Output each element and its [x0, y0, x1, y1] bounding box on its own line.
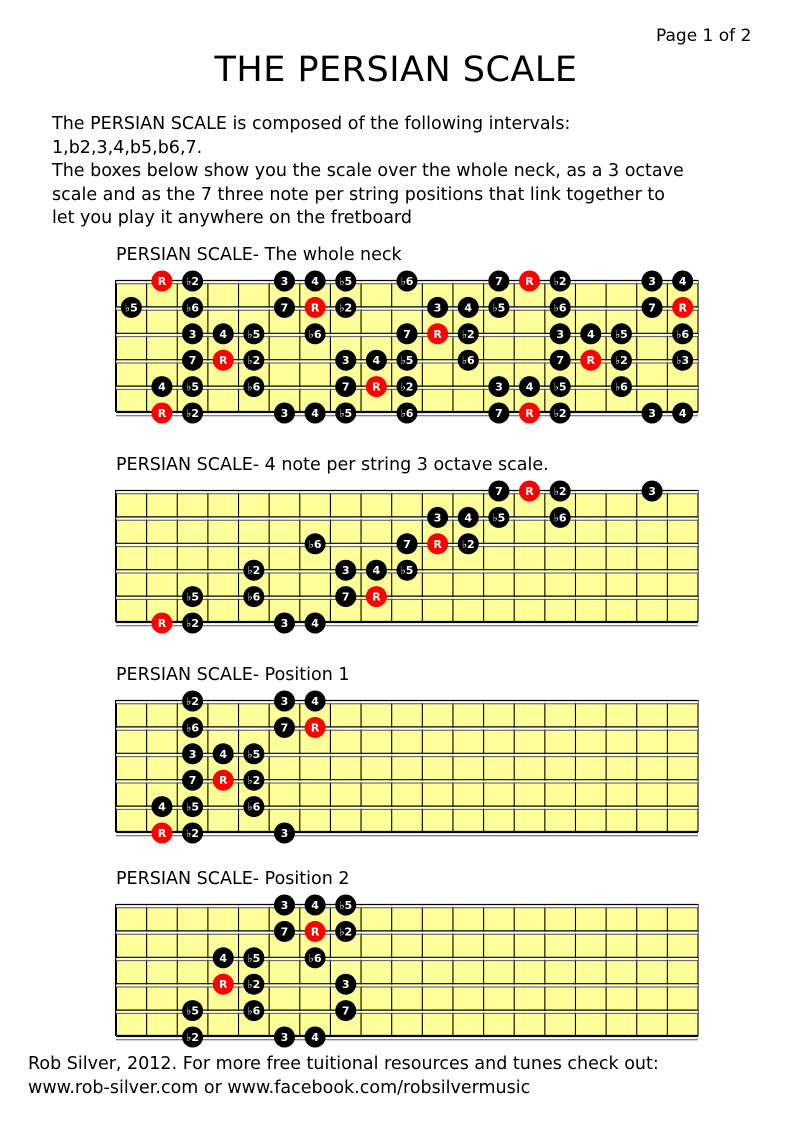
scale-note-marker — [672, 350, 693, 371]
intro-line: let you play it anywhere on the fretboard — [52, 208, 412, 228]
scale-note-marker — [550, 403, 571, 424]
note-label: 3 — [433, 511, 442, 525]
scale-note-marker — [213, 947, 234, 968]
scale-note-marker — [182, 613, 203, 634]
root-note-marker — [151, 613, 172, 634]
note-label: ♭5 — [186, 380, 200, 394]
scale-note-marker — [274, 895, 295, 916]
note-label: R — [218, 978, 228, 992]
note-label: ♭3 — [676, 354, 690, 368]
note-label: 3 — [648, 275, 656, 288]
scale-note-marker — [274, 823, 295, 844]
note-label: 7 — [403, 537, 411, 551]
note-label: 4 — [219, 327, 228, 341]
root-note-marker — [427, 533, 448, 554]
note-label: ♭2 — [614, 354, 628, 368]
note-label: 3 — [188, 747, 197, 761]
note-label: 4 — [311, 407, 319, 420]
scale-note-marker — [213, 323, 234, 344]
scale-note-marker — [488, 297, 509, 318]
note-label: 4 — [586, 327, 595, 341]
scale-note-marker — [305, 1027, 326, 1048]
scale-note-marker — [672, 271, 693, 292]
scale-note-marker — [427, 297, 448, 318]
note-label: 3 — [280, 407, 289, 420]
note-label: 3 — [341, 354, 350, 368]
note-label: 3 — [341, 564, 350, 578]
scale-note-marker — [213, 743, 234, 764]
position-1-title: PERSIAN SCALE- Position 1 — [116, 665, 350, 685]
scale-note-marker — [550, 350, 571, 371]
note-label: ♭6 — [461, 354, 475, 368]
note-label: 4 — [372, 564, 381, 578]
scale-note-marker — [335, 586, 356, 607]
note-label: R — [433, 537, 442, 551]
note-label: ♭6 — [400, 407, 414, 420]
note-label: 4 — [311, 1031, 319, 1044]
scale-note-marker — [274, 921, 295, 942]
scale-note-marker — [488, 481, 509, 502]
scale-note-marker — [243, 947, 264, 968]
note-label: R — [157, 407, 167, 420]
scale-note-marker — [335, 403, 356, 424]
scale-note-marker — [397, 376, 418, 397]
intro-line: 1,b2,3,4,b5,b6,7. — [52, 137, 203, 158]
note-label: ♭2 — [339, 301, 353, 315]
scale-note-marker — [642, 403, 663, 424]
intro-line: The PERSIAN SCALE is composed of the following intervals: — [52, 114, 571, 134]
scale-note-marker — [397, 323, 418, 344]
note-label: ♭5 — [186, 800, 200, 814]
note-label: R — [218, 354, 228, 368]
note-label: 4 — [525, 380, 534, 394]
fretboard-svg — [116, 275, 698, 420]
note-label: 4 — [219, 747, 228, 761]
scale-note-marker — [243, 560, 264, 581]
scale-note-marker — [366, 350, 387, 371]
fretboard-background — [116, 904, 698, 1036]
scale-note-marker — [488, 403, 509, 424]
scale-note-marker — [182, 770, 203, 791]
note-label: ♭6 — [676, 327, 690, 341]
note-label: 4 — [311, 275, 319, 288]
scale-note-marker — [243, 350, 264, 371]
scale-note-marker — [672, 403, 693, 424]
scale-note-marker — [642, 481, 663, 502]
page-title: THE PERSIAN SCALE — [214, 50, 578, 90]
note-label: R — [157, 275, 167, 288]
scale-note-marker — [182, 743, 203, 764]
note-label: 3 — [280, 275, 289, 288]
note-label: R — [372, 590, 381, 604]
note-label: ♭6 — [553, 511, 567, 525]
scale-note-marker — [243, 743, 264, 764]
root-note-marker — [213, 770, 234, 791]
note-label: ♭6 — [400, 275, 414, 288]
fretboard-svg — [116, 485, 698, 630]
scale-note-marker — [305, 691, 326, 712]
note-label: ♭2 — [553, 407, 567, 420]
note-label: ♭2 — [186, 1031, 200, 1044]
scale-note-marker — [335, 1000, 356, 1021]
scale-note-marker — [335, 921, 356, 942]
root-note-marker — [366, 586, 387, 607]
note-label: ♭2 — [247, 564, 261, 578]
fretboard-svg — [116, 695, 698, 840]
position-2-title: PERSIAN SCALE- Position 2 — [116, 869, 350, 889]
note-label: 3 — [433, 301, 442, 315]
note-label: 7 — [556, 354, 564, 368]
note-label: 4 — [311, 617, 319, 630]
scale-note-marker — [305, 613, 326, 634]
note-label: 3 — [341, 978, 350, 992]
note-label: 3 — [188, 327, 197, 341]
scale-note-marker — [642, 297, 663, 318]
scale-note-marker — [243, 974, 264, 995]
note-label: ♭2 — [461, 537, 475, 551]
note-label: 7 — [188, 354, 197, 368]
note-label: 4 — [311, 695, 319, 708]
scale-note-marker — [182, 271, 203, 292]
root-note-marker — [213, 350, 234, 371]
scale-note-marker — [151, 796, 172, 817]
note-label: ♭6 — [247, 1004, 261, 1018]
note-label: ♭5 — [339, 275, 353, 288]
scale-note-marker — [397, 403, 418, 424]
scale-note-marker — [305, 403, 326, 424]
scale-note-marker — [458, 297, 479, 318]
fretboard-svg — [116, 899, 698, 1044]
scale-note-marker — [611, 323, 632, 344]
root-note-marker — [151, 271, 172, 292]
fretboard-background — [116, 490, 698, 622]
three-octave-title: PERSIAN SCALE- 4 note per string 3 octave scale. — [116, 455, 549, 475]
note-label: 7 — [648, 301, 656, 315]
note-label: 3 — [280, 1031, 289, 1044]
scale-note-marker — [274, 403, 295, 424]
root-note-marker — [151, 403, 172, 424]
note-label: ♭6 — [247, 380, 261, 394]
note-label: ♭6 — [247, 800, 261, 814]
scale-note-marker — [305, 323, 326, 344]
root-note-marker — [672, 297, 693, 318]
scale-note-marker — [335, 271, 356, 292]
scale-note-marker — [642, 271, 663, 292]
scale-note-marker — [305, 533, 326, 554]
position-1-fretboard — [116, 695, 698, 840]
root-note-marker — [305, 297, 326, 318]
note-label: 3 — [556, 327, 564, 341]
scale-note-marker — [335, 350, 356, 371]
scale-note-marker — [182, 691, 203, 712]
note-label: ♭2 — [553, 275, 567, 288]
scale-note-marker — [335, 974, 356, 995]
note-label: ♭5 — [247, 747, 261, 761]
note-label: 7 — [495, 485, 503, 498]
root-note-marker — [519, 403, 540, 424]
scale-note-marker — [550, 323, 571, 344]
note-label: 7 — [341, 380, 350, 394]
note-label: ♭5 — [339, 899, 353, 912]
scale-note-marker — [580, 323, 601, 344]
scale-note-marker — [243, 1000, 264, 1021]
position-2-fretboard — [116, 899, 698, 1044]
root-note-marker — [366, 376, 387, 397]
note-label: R — [678, 301, 687, 315]
scale-note-marker — [182, 403, 203, 424]
note-label: 3 — [648, 485, 656, 498]
note-label: 4 — [158, 800, 166, 814]
note-label: 7 — [341, 1004, 350, 1018]
note-label: ♭6 — [186, 721, 200, 735]
note-label: ♭6 — [186, 301, 200, 315]
note-label: 7 — [495, 407, 503, 420]
footer-links: www.rob-silver.com or www.facebook.com/robsilvermusic — [28, 1078, 531, 1098]
note-label: 4 — [464, 511, 473, 525]
note-label: ♭2 — [339, 925, 353, 939]
scale-note-marker — [397, 533, 418, 554]
note-label: ♭2 — [186, 275, 200, 288]
scale-note-marker — [274, 271, 295, 292]
scale-note-marker — [182, 717, 203, 738]
note-label: ♭6 — [308, 327, 322, 341]
note-label: 7 — [280, 925, 289, 939]
note-label: ♭5 — [553, 380, 567, 394]
note-label: ♭6 — [308, 537, 322, 551]
scale-note-marker — [458, 507, 479, 528]
note-label: 3 — [495, 380, 503, 394]
note-label: R — [310, 925, 320, 939]
scale-note-marker — [335, 297, 356, 318]
scale-note-marker — [550, 271, 571, 292]
fretboard-background — [116, 700, 698, 832]
note-label: ♭2 — [186, 617, 200, 630]
scale-note-marker — [550, 376, 571, 397]
root-note-marker — [213, 974, 234, 995]
note-label: ♭5 — [186, 1004, 200, 1018]
scale-note-marker — [274, 297, 295, 318]
note-label: ♭5 — [400, 354, 414, 368]
scale-note-marker — [458, 350, 479, 371]
scale-note-marker — [488, 507, 509, 528]
scale-note-marker — [182, 586, 203, 607]
scale-note-marker — [182, 323, 203, 344]
intro-text — [52, 113, 782, 231]
note-label: ♭6 — [553, 301, 567, 315]
root-note-marker — [427, 323, 448, 344]
note-label: R — [310, 301, 320, 315]
note-label: R — [525, 485, 534, 498]
note-label: 3 — [280, 899, 289, 912]
root-note-marker — [305, 921, 326, 942]
note-label: ♭6 — [247, 590, 261, 604]
scale-note-marker — [397, 350, 418, 371]
note-label: ♭5 — [247, 327, 261, 341]
note-label: 3 — [648, 407, 656, 420]
scale-note-marker — [397, 560, 418, 581]
root-note-marker — [519, 271, 540, 292]
scale-note-marker — [274, 1027, 295, 1048]
root-note-marker — [151, 823, 172, 844]
note-label: ♭5 — [247, 951, 261, 965]
scale-note-marker — [243, 770, 264, 791]
whole-neck-title: PERSIAN SCALE- The whole neck — [116, 245, 402, 265]
note-label: ♭5 — [124, 301, 138, 315]
note-label: ♭2 — [247, 354, 261, 368]
scale-note-marker — [121, 297, 142, 318]
scale-note-marker — [488, 376, 509, 397]
note-label: ♭2 — [247, 774, 261, 788]
note-label: ♭5 — [492, 511, 506, 525]
scale-note-marker — [182, 350, 203, 371]
scale-note-marker — [335, 560, 356, 581]
note-label: ♭5 — [186, 590, 200, 604]
scale-note-marker — [397, 271, 418, 292]
scale-note-marker — [274, 691, 295, 712]
scale-note-marker — [611, 376, 632, 397]
note-label: 3 — [280, 695, 289, 708]
scale-note-marker — [274, 717, 295, 738]
note-label: 7 — [341, 590, 350, 604]
scale-note-marker — [550, 481, 571, 502]
scale-note-marker — [519, 376, 540, 397]
note-label: 4 — [311, 899, 319, 912]
note-label: R — [586, 354, 596, 368]
scale-note-marker — [182, 823, 203, 844]
note-label: 4 — [372, 354, 381, 368]
scale-note-marker — [672, 323, 693, 344]
note-label: 3 — [280, 617, 289, 630]
root-note-marker — [519, 481, 540, 502]
note-label: 7 — [280, 301, 289, 315]
scale-note-marker — [335, 376, 356, 397]
footer-credit: Rob Silver, 2012. For more free tuitional resources and tunes check out: — [28, 1054, 659, 1074]
root-note-marker — [580, 350, 601, 371]
scale-note-marker — [458, 533, 479, 554]
intro-line: The boxes below show you the scale over the whole neck, as a 3 octave — [52, 161, 684, 181]
note-label: ♭2 — [461, 327, 475, 341]
note-label: ♭5 — [492, 301, 506, 315]
root-note-marker — [305, 717, 326, 738]
scale-note-marker — [305, 271, 326, 292]
scale-note-marker — [458, 323, 479, 344]
intro-line: scale and as the 7 three note per string positions that link together to — [52, 184, 665, 205]
note-label: 7 — [280, 721, 289, 735]
note-label: R — [525, 407, 534, 420]
note-label: ♭2 — [186, 407, 200, 420]
scale-note-marker — [366, 560, 387, 581]
note-label: 7 — [403, 327, 411, 341]
three-octave-fretboard — [116, 485, 698, 630]
note-label: ♭2 — [186, 827, 200, 840]
scale-note-marker — [182, 376, 203, 397]
scale-note-marker — [243, 796, 264, 817]
scale-note-marker — [550, 297, 571, 318]
scale-note-marker — [488, 271, 509, 292]
note-label: R — [157, 827, 167, 840]
footer — [28, 1052, 659, 1100]
whole-neck-fretboard — [116, 275, 698, 420]
scale-note-marker — [550, 507, 571, 528]
scale-note-marker — [182, 1027, 203, 1048]
note-label: R — [372, 380, 381, 394]
scale-note-marker — [335, 895, 356, 916]
scale-note-marker — [274, 613, 295, 634]
note-label: 4 — [219, 951, 228, 965]
scale-note-marker — [243, 586, 264, 607]
note-label: R — [525, 275, 534, 288]
note-label: R — [218, 774, 228, 788]
scale-note-marker — [182, 297, 203, 318]
note-label: R — [157, 617, 167, 630]
note-label: ♭5 — [400, 564, 414, 578]
note-label: 4 — [678, 407, 687, 420]
note-label: 7 — [495, 275, 503, 288]
scale-note-marker — [243, 376, 264, 397]
page-number: Page 1 of 2 — [656, 26, 752, 46]
note-label: ♭6 — [614, 380, 628, 394]
note-label: 4 — [158, 380, 166, 394]
note-label: 3 — [280, 827, 289, 840]
note-label: R — [310, 721, 320, 735]
note-label: 7 — [188, 774, 197, 788]
scale-note-marker — [182, 1000, 203, 1021]
note-label: ♭5 — [339, 407, 353, 420]
scale-note-marker — [427, 507, 448, 528]
note-label: ♭6 — [308, 951, 322, 965]
scale-note-marker — [611, 350, 632, 371]
scale-note-marker — [182, 796, 203, 817]
note-label: ♭2 — [400, 380, 414, 394]
note-label: R — [433, 327, 442, 341]
note-label: 4 — [678, 275, 687, 288]
scale-note-marker — [305, 895, 326, 916]
note-label: ♭5 — [614, 327, 628, 341]
note-label: ♭2 — [186, 695, 200, 708]
scale-note-marker — [305, 947, 326, 968]
note-label: 4 — [464, 301, 473, 315]
scale-note-marker — [151, 376, 172, 397]
note-label: ♭2 — [553, 485, 567, 498]
scale-note-marker — [243, 323, 264, 344]
note-label: ♭2 — [247, 978, 261, 992]
